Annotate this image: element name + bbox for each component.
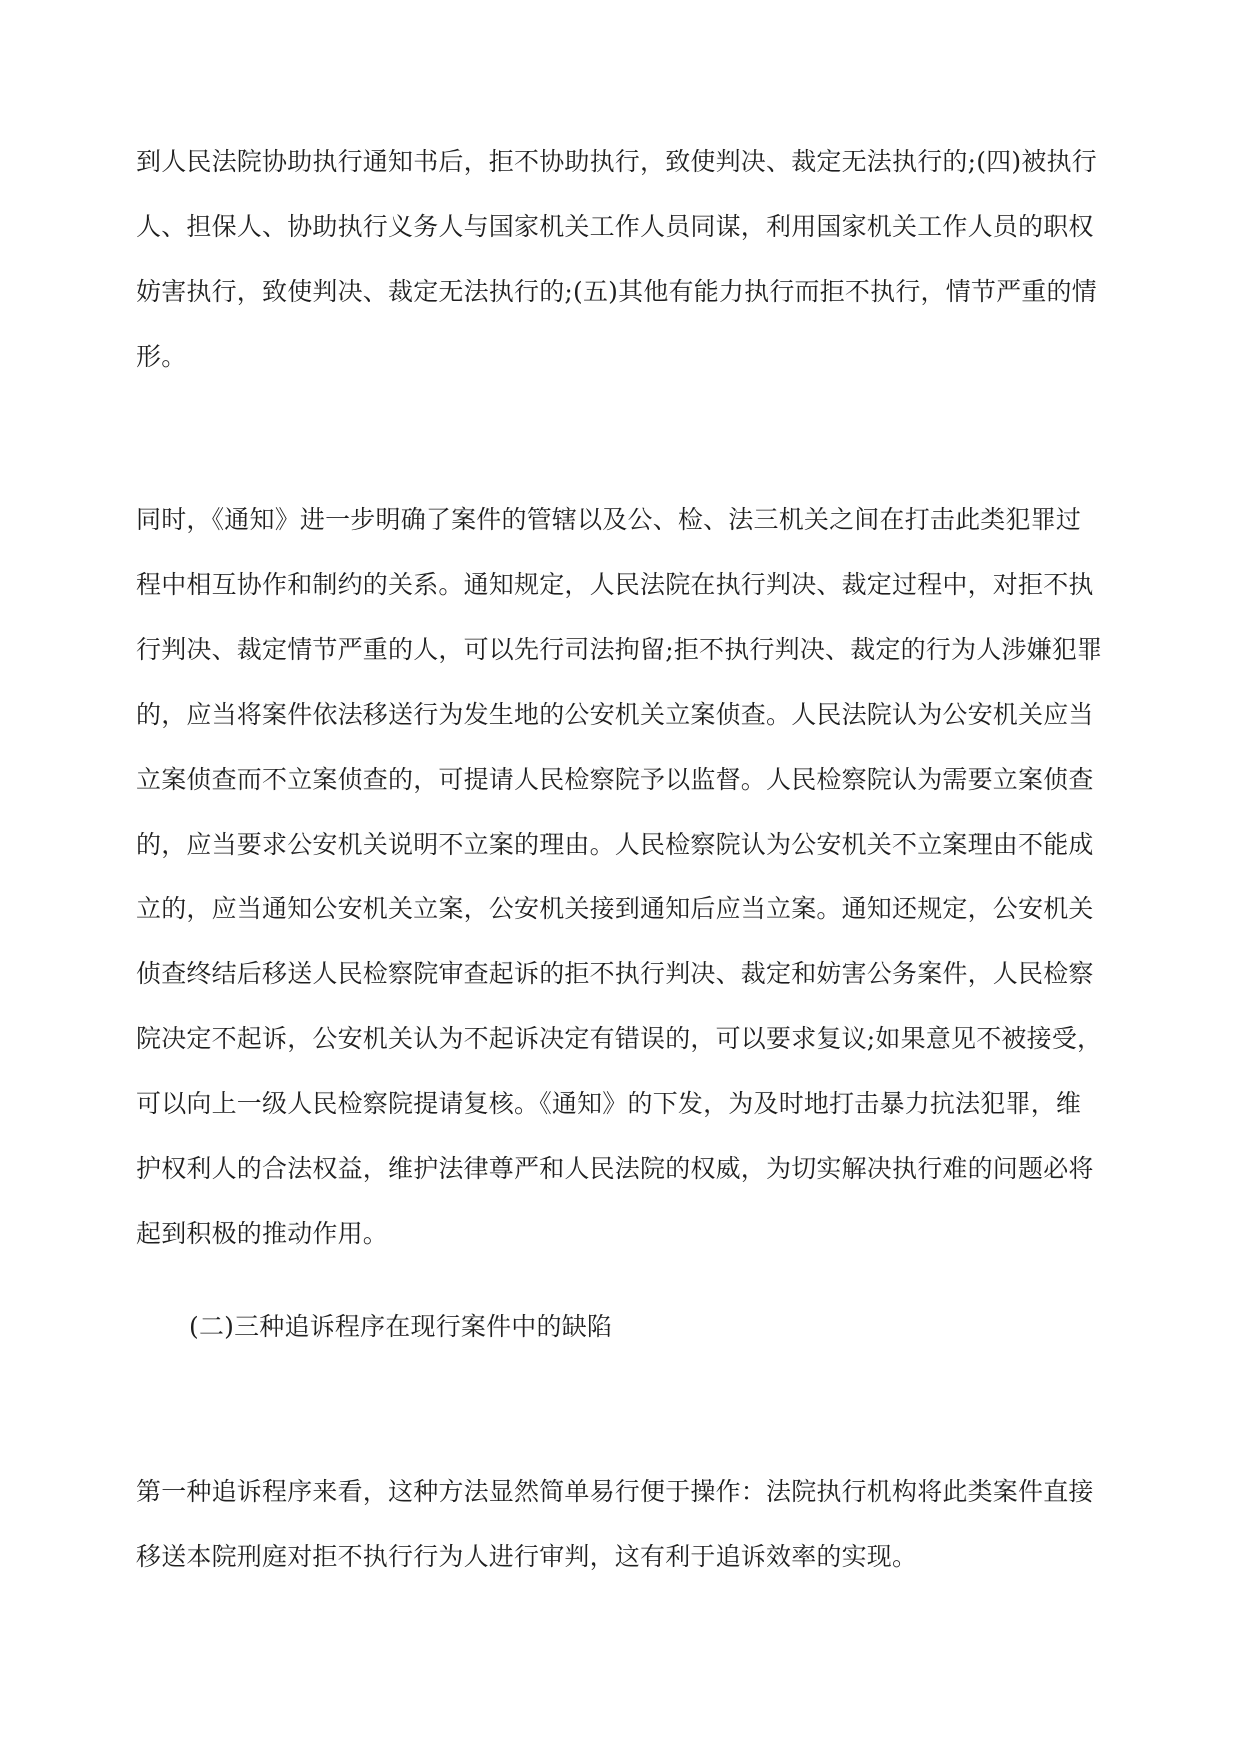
paragraph-first-procedure: [136, 1460, 1106, 1590]
section-heading-block: [189, 1295, 1159, 1360]
text-line: 立的，应当通知公安机关立案，公安机关接到通知后应当立案。通知还规定，公安机关: [136, 894, 1094, 924]
text-line: 形。: [136, 341, 187, 371]
text-line: 起到积极的推动作用。: [136, 1218, 389, 1248]
text-line: 侦查终结后移送人民检察院审查起诉的拒不执行判决、裁定和妨害公务案件，人民检察: [136, 959, 1094, 989]
text-line: 同时，《通知》进一步明确了案件的管辖以及公、检、法三机关之间在打击此类犯罪过: [136, 505, 1082, 534]
paragraph-notice-jurisdiction: [136, 488, 1106, 1267]
text-line: 的，应当将案件依法移送行为发生地的公安机关立案侦查。人民法院认为公安机关应当: [136, 699, 1094, 729]
text-line: 的，应当要求公安机关说明不立案的理由。人民检察院认为公安机关不立案理由不能成: [136, 829, 1094, 859]
paragraph-continued: [136, 130, 1106, 390]
text-line: 院决定不起诉，公安机关认为不起诉决定有错误的，可以要求复议;如果意见不被接受，: [136, 1024, 1103, 1054]
text-line: 到人民法院协助执行通知书后，拒不协助执行，致使判决、裁定无法执行的;(四)被执行: [136, 147, 1097, 176]
section-heading: (二)三种追诉程序在现行案件中的缺陷: [189, 1312, 613, 1341]
text-line: 行判决、裁定情节严重的人，可以先行司法拘留;拒不执行判决、裁定的行为人涉嫌犯罪: [136, 634, 1103, 664]
text-line: 护权利人的合法权益，维护法律尊严和人民法院的权威，为切实解决执行难的问题必将: [136, 1154, 1094, 1184]
text-line: 妨害执行，致使判决、裁定无法执行的;(五)其他有能力执行而拒不执行，情节严重的情: [136, 276, 1097, 306]
text-line: 立案侦查而不立案侦查的，可提请人民检察院予以监督。人民检察院认为需要立案侦查: [136, 764, 1094, 794]
text-line: 第一种追诉程序来看，这种方法显然简单易行便于操作：法院执行机构将此类案件直接: [136, 1477, 1094, 1506]
text-line: 移送本院刑庭对拒不执行行为人进行审判，这有利于追诉效率的实现。: [136, 1541, 918, 1571]
text-line: 可以向上一级人民检察院提请复核。《通知》的下发，为及时地打击暴力抗法犯罪，维: [136, 1089, 1082, 1119]
text-line: 人、担保人、协助执行义务人与国家机关工作人员同谋，利用国家机关工作人员的职权: [136, 211, 1094, 241]
text-line: 程中相互协作和制约的关系。通知规定，人民法院在执行判决、裁定过程中，对拒不执: [136, 569, 1094, 599]
